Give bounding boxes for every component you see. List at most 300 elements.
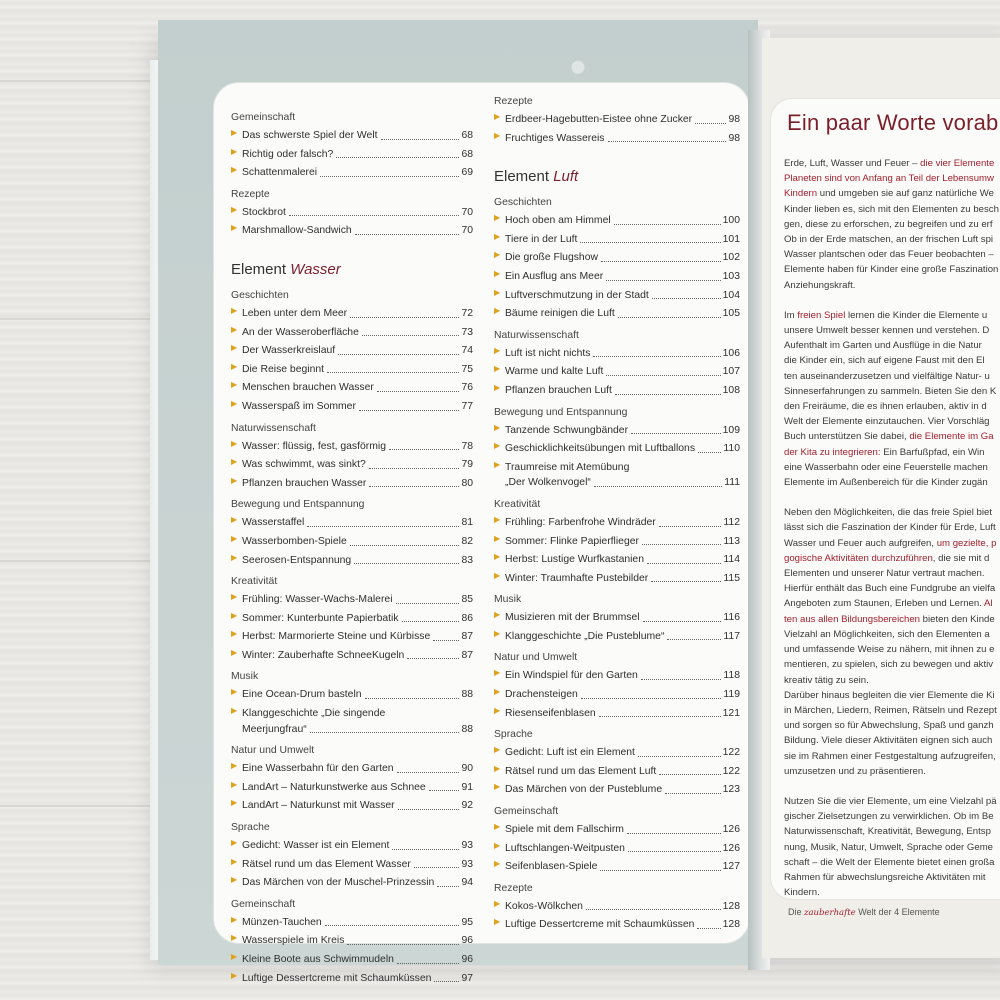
toc-entry-title: Rätsel rund um das Element Wasser: [242, 858, 411, 870]
dot-leader: [362, 335, 460, 336]
toc-entry-title: Das Märchen von der Pusteblume: [505, 784, 663, 796]
toc-entry-page: 126: [722, 842, 740, 854]
dot-leader: [698, 452, 721, 453]
intro-paragraph: [784, 794, 1000, 900]
toc-column-right: [494, 96, 740, 933]
toc-entry[interactable]: [494, 703, 740, 722]
bullet-triangle-icon: ▶: [231, 647, 238, 657]
dot-leader: [594, 486, 722, 487]
dot-leader: [350, 317, 459, 318]
toc-entry-title: Musizieren mit der Brummsel: [505, 612, 640, 624]
toc-group-heading: Geschichten: [494, 197, 552, 209]
toc-group-heading: Gemeinschaft: [494, 806, 559, 818]
dot-leader: [354, 563, 459, 564]
bullet-triangle-icon: ▶: [494, 917, 501, 927]
toc-entry-page: 108: [722, 384, 740, 396]
footer-prefix: Die: [788, 907, 805, 917]
bullet-triangle-icon: ▶: [231, 204, 238, 214]
toc-entry[interactable]: [494, 229, 740, 248]
toc-group-heading: Bewegung und Entspannung: [231, 499, 365, 511]
toc-entry-page: 122: [722, 765, 740, 777]
toc-entry-page: 86: [461, 612, 473, 624]
toc-section-title: [494, 168, 740, 185]
toc-entry-page: 82: [461, 535, 473, 547]
toc-entry-page: 98: [728, 114, 740, 125]
toc-entry-title: Rätsel rund um das Element Luft: [505, 765, 657, 777]
toc-entry-title: Leben unter dem Meer: [242, 307, 348, 319]
bullet-triangle-icon: ▶: [494, 441, 501, 451]
dot-leader: [665, 793, 721, 794]
bullet-triangle-icon: ▶: [494, 459, 501, 469]
bullet-triangle-icon: ▶: [231, 552, 238, 562]
bullet-triangle-icon: ▶: [494, 763, 501, 773]
toc-group-heading: Sprache: [494, 729, 533, 741]
text-run: und umgeben sie auf ganz natürliche We Kinder lieben es, sich mit den Elementen zu besch gen, diese zu erforschen, zu begreifen und zu erf Ob in der Erde matschen, an der frischen Luft spi Wasser plantschen oder das Feuer beobachten – Elemente haben für Kinder eine große Faszination Anziehungskraft.: [784, 188, 999, 291]
bullet-triangle-icon: ▶: [231, 533, 238, 543]
bullet-triangle-icon: ▶: [231, 838, 238, 848]
toc-entry[interactable]: [231, 473, 473, 492]
toc-entry[interactable]: [231, 202, 473, 221]
toc-group-heading: Gemeinschaft: [231, 112, 296, 123]
toc-entry[interactable]: [494, 285, 740, 304]
bullet-triangle-icon: ▶: [494, 552, 501, 562]
dot-leader: [614, 224, 721, 225]
toc-entry-page: 128: [722, 900, 740, 912]
toc-entry[interactable]: [494, 779, 740, 798]
toc-entry-page: 73: [461, 326, 473, 338]
highlighted-phrase: Planeten sind von Anfang an Teil der Lebensumw: [784, 173, 994, 185]
toc-entry-page: 80: [461, 477, 473, 489]
dot-leader: [627, 833, 721, 834]
dot-leader: [593, 356, 720, 357]
toc-group-heading: Kreativität: [494, 498, 541, 510]
toc-group-heading: Kreativität: [231, 576, 278, 588]
toc-entry[interactable]: [494, 838, 740, 857]
dot-leader: [642, 544, 721, 545]
toc-entry-page: 96: [461, 935, 473, 947]
toc-entry-title: Das Märchen von der Muschel-Prinzessin: [242, 877, 435, 889]
highlighted-phrase: freien Spiel: [797, 309, 846, 321]
toc-entry[interactable]: [231, 684, 473, 703]
dot-leader: [601, 261, 721, 262]
toc-entry-page: 101: [722, 233, 740, 245]
toc-entry-title: Seerosen-Entspannung: [242, 554, 352, 566]
toc-entry[interactable]: [231, 377, 473, 396]
toc-entry-title: Luftige Dessertcreme mit Schaumküssen: [242, 972, 432, 984]
toc-entry[interactable]: [231, 854, 473, 873]
bullet-triangle-icon: ▶: [231, 798, 238, 808]
dot-leader: [338, 354, 459, 355]
toc-entry-title: Klanggeschichte „Die singende: [242, 708, 386, 720]
toc-entry-title: Tiere in der Luft: [505, 233, 578, 245]
bullet-triangle-icon: ▶: [231, 610, 238, 620]
toc-entry-page: 110: [723, 443, 740, 455]
toc-entry-page: 92: [461, 800, 473, 812]
toc-entry[interactable]: [231, 835, 473, 854]
bullet-triangle-icon: ▶: [494, 268, 501, 278]
toc-entry[interactable]: [231, 550, 473, 569]
toc-entry[interactable]: [231, 340, 473, 359]
toc-entry[interactable]: [494, 361, 740, 380]
toc-entry-title: Frühling: Farbenfrohe Windräder: [505, 516, 656, 528]
dot-leader: [580, 242, 720, 243]
bullet-triangle-icon: ▶: [231, 128, 238, 137]
toc-entry-title: Pflanzen brauchen Wasser: [242, 477, 367, 489]
bullet-triangle-icon: ▶: [231, 380, 238, 390]
toc-entry[interactable]: [494, 420, 740, 439]
toc-entry[interactable]: [494, 896, 740, 915]
dot-leader: [377, 391, 460, 392]
toc-entry[interactable]: [494, 531, 740, 550]
dot-leader: [659, 774, 720, 775]
toc-entry-page: 93: [461, 840, 473, 852]
dot-leader: [327, 372, 459, 373]
toc-entry-page: 94: [461, 877, 473, 889]
toc-entry-title: Eine Ocean-Drum basteln: [242, 689, 362, 701]
toc-group-heading: Natur und Umwelt: [231, 745, 315, 757]
toc-entry-title: Stockbrot: [242, 206, 286, 218]
toc-entry-title: LandArt – Naturkunstwerke aus Schnee: [242, 781, 426, 793]
toc-entry[interactable]: [231, 531, 473, 550]
toc-entry[interactable]: [231, 512, 473, 531]
toc-entry-page: 123: [722, 784, 740, 796]
text-run: Ein Barfußpfad, ein Win eine Wasserbahn oder eine Feuerstelle machen Elemente im Außenbereich für die Kinder zugän: [784, 446, 988, 489]
bullet-triangle-icon: ▶: [494, 422, 501, 432]
toc-entry[interactable]: [231, 162, 473, 181]
toc-entry[interactable]: [494, 109, 740, 128]
toc-entry-title: Gedicht: Luft ist ein Element: [505, 747, 635, 759]
bullet-triangle-icon: ▶: [494, 213, 501, 223]
bullet-triangle-icon: ▶: [494, 859, 501, 869]
toc-entry-page: 69: [461, 167, 473, 179]
toc-entry-title: Luftschlangen-Weitpusten: [505, 842, 625, 854]
page-footer: [788, 907, 940, 918]
toc-entry-page: 90: [461, 763, 473, 775]
dot-leader: [659, 526, 722, 527]
toc-entry-page: 95: [461, 916, 473, 928]
bullet-triangle-icon: ▶: [494, 610, 501, 620]
toc-entry-page: 88: [461, 723, 473, 735]
bullet-triangle-icon: ▶: [494, 382, 501, 392]
toc-entry-page: 68: [461, 130, 473, 141]
toc-entry-page: 72: [461, 307, 473, 319]
bullet-triangle-icon: ▶: [231, 592, 238, 602]
toc-group-heading: Musik: [494, 594, 522, 606]
bullet-triangle-icon: ▶: [494, 287, 501, 297]
section-prefix: Element: [231, 260, 291, 278]
toc-entry-title: Traumreise mit Atemübung: [505, 461, 630, 473]
toc-entry-page: 106: [722, 347, 740, 359]
toc-entry-page: 74: [461, 345, 473, 357]
dot-leader: [307, 526, 459, 527]
toc-entry-page: 113: [723, 535, 740, 547]
toc-entry[interactable]: [231, 703, 473, 722]
bullet-triangle-icon: ▶: [231, 761, 238, 771]
dot-leader: [643, 621, 722, 622]
toc-entry[interactable]: [494, 914, 740, 933]
toc-entry-title: Wasserspiele im Kreis: [242, 935, 345, 947]
toc-entry-page: 76: [461, 382, 473, 394]
bullet-triangle-icon: ▶: [494, 112, 501, 121]
dot-leader: [350, 545, 460, 546]
toc-entry-page: 128: [722, 919, 740, 931]
toc-entry-title: Tanzende Schwungbänder: [505, 424, 629, 436]
toc-entry[interactable]: [231, 454, 473, 473]
dot-leader: [336, 157, 459, 158]
bullet-triangle-icon: ▶: [231, 146, 238, 156]
bullet-triangle-icon: ▶: [494, 782, 501, 792]
toc-entry[interactable]: [231, 589, 473, 608]
bullet-triangle-icon: ▶: [494, 570, 501, 580]
bullet-triangle-icon: ▶: [494, 898, 501, 908]
dot-leader: [638, 756, 721, 757]
text-run: bieten den Kinde Vielzahl an Möglichkeiten, sich den Elementen a und umfassende Weise zu nähern, mit ihnen zu e mentieren, zu spielen, sich zu bewegen und aktiv kreativ tätig zu sein. Darüber hinaus begleiten die vier Elemente die Ki in Märchen, Liedern, Reimen, Rätseln und Rezept und sorgen so für Abwechslung, Spaß und ganzh Bildung. Viele dieser Aktivitäten eignen sich auch sie im Rahmen einer Festgestaltung aufzugreifen, umzusetzen und zu präsentieren.: [784, 613, 997, 777]
toc-entry[interactable]: [231, 968, 473, 987]
toc-entry[interactable]: [231, 949, 473, 968]
section-element-name: Luft: [553, 168, 579, 186]
dot-leader: [628, 851, 721, 852]
dot-leader: [389, 449, 459, 450]
toc-entry-title: Luftige Dessertcreme mit Schaumküssen: [505, 919, 695, 931]
toc-entry[interactable]: [231, 626, 473, 645]
toc-entry[interactable]: [494, 626, 740, 645]
toc-entry-title: Warme und kalte Luft: [505, 366, 604, 378]
toc-entry-title: Kokos-Wölkchen: [505, 900, 583, 912]
toc-entry-page: 87: [461, 631, 473, 643]
bullet-triangle-icon: ▶: [231, 361, 238, 371]
toc-entry[interactable]: [231, 795, 473, 814]
toc-entry-page: 87: [461, 649, 473, 661]
dot-leader: [600, 870, 720, 871]
text-run: Neben den Möglichkeiten, die das freie Spiel biet lässt sich die Faszination der Kinder für Erde, Luft Wasser und Feuer auch aufgreifen,: [784, 507, 996, 549]
highlighted-phrase: die Elemente im Ga: [909, 431, 994, 443]
text-run: lernen die Kinder die Elemente u unsere Umwelt besser kennen und verstehen. D Aufenthalt im Garten und Ausflüge in die Natur die Kinder ein, sich auf eigene Faust mit den El ten auseinanderzusetzen und vielfältige Natur- u Sinneserfahrungen zu sammeln. Bieten Sie den K den Freiräume, die es ihnen erlauben, aktiv in d Welt der Elemente einzutauchen. Vier Vorschläg Buch unterstützen Sie dabei,: [784, 309, 997, 443]
dot-leader: [652, 298, 721, 299]
toc-entry-title: Marshmallow-Sandwich: [242, 225, 352, 237]
toc-group-heading: Rezepte: [494, 96, 533, 107]
toc-entry[interactable]: [494, 568, 740, 587]
toc-entry-title: Riesenseifenblasen: [505, 707, 596, 719]
toc-entry[interactable]: [494, 438, 740, 457]
bullet-triangle-icon: ▶: [231, 970, 238, 980]
highlighted-phrase: die vier Elemente: [920, 158, 995, 169]
toc-entry-title: Bäume reinigen die Luft: [505, 308, 615, 320]
dot-leader: [414, 867, 460, 868]
text-run: Im: [784, 309, 798, 321]
toc-entry[interactable]: [231, 220, 473, 239]
dot-leader: [359, 410, 460, 411]
toc-entry[interactable]: [231, 125, 473, 144]
toc-entry[interactable]: [231, 912, 473, 931]
toc-entry-title: An der Wasseroberfläche: [242, 326, 359, 338]
toc-entry-page: 93: [461, 858, 473, 870]
toc-entry-title: Pflanzen brauchen Luft: [505, 384, 612, 396]
dot-leader: [695, 123, 726, 124]
text-run: , die sie mit d Elementen und unserer Natur vertraut machen. Hierfür enthält das Buch eine Fundgrube an vielfa Angeboten zum Staunen, Erleben und Lernen.: [784, 552, 996, 610]
toc-entry[interactable]: [231, 303, 473, 322]
bullet-triangle-icon: ▶: [231, 706, 238, 716]
toc-entry[interactable]: [231, 436, 473, 455]
toc-entry-page: 114: [723, 554, 740, 566]
highlighted-phrase: um gezielte, p: [936, 537, 997, 549]
toc-entry-page: 81: [461, 517, 473, 529]
toc-entry[interactable]: [231, 322, 473, 341]
toc-entry-title: Meerjungfrau“: [242, 723, 307, 735]
toc-entry[interactable]: [494, 512, 740, 531]
toc-entry[interactable]: [494, 266, 740, 285]
toc-group-heading: Naturwissenschaft: [494, 329, 579, 341]
toc-entry[interactable]: [231, 144, 473, 163]
toc-entry[interactable]: [494, 607, 740, 626]
toc-entry-page: 107: [722, 366, 740, 378]
toc-entry-page: 83: [461, 554, 473, 566]
toc-entry-title: Spiele mit dem Fallschirm: [505, 824, 624, 836]
toc-entry-page: 109: [722, 424, 740, 436]
toc-entry[interactable]: [231, 872, 473, 891]
bullet-triangle-icon: ▶: [231, 629, 238, 639]
toc-entry[interactable]: [231, 396, 473, 415]
bullet-triangle-icon: ▶: [494, 306, 501, 316]
toc-entry-page: 98: [728, 132, 740, 144]
highlighted-phrase: gogische Aktivitäten durchzuführen: [784, 552, 933, 564]
dot-leader: [355, 234, 460, 235]
bullet-triangle-icon: ▶: [494, 840, 501, 850]
bullet-triangle-icon: ▶: [231, 687, 238, 697]
toc-entry-page: 127: [722, 861, 740, 873]
toc-entry-page: 75: [461, 363, 473, 375]
toc-entry-page: 116: [723, 612, 740, 624]
toc-entry[interactable]: [494, 343, 740, 362]
bullet-triangle-icon: ▶: [494, 628, 501, 638]
dot-leader: [581, 698, 722, 699]
toc-group-heading: Natur und Umwelt: [494, 652, 578, 664]
toc-entry[interactable]: [494, 684, 740, 703]
toc-entry[interactable]: [231, 359, 473, 378]
toc-entry[interactable]: [231, 758, 473, 777]
section-prefix: Element: [494, 168, 554, 186]
toc-entry-title: Seifenblasen-Spiele: [505, 861, 598, 873]
toc-entry[interactable]: [494, 761, 740, 780]
toc-entry[interactable]: [231, 777, 473, 796]
dot-leader: [433, 640, 459, 641]
toc-entry[interactable]: [231, 930, 473, 949]
dot-leader: [369, 468, 460, 469]
toc-entry-page: 79: [461, 459, 473, 471]
dot-leader: [320, 176, 459, 177]
bullet-triangle-icon: ▶: [494, 130, 501, 140]
toc-entry-title: Sommer: Kunterbunte Papierbatik: [242, 612, 399, 624]
bullet-triangle-icon: ▶: [494, 231, 501, 241]
toc-entry-title: Ein Ausflug ans Meer: [505, 270, 604, 282]
toc-group-heading: Sprache: [231, 822, 270, 834]
toc-entry-continued: [494, 475, 740, 491]
toc-entry-title: Münzen-Tauchen: [242, 916, 322, 928]
toc-entry-title: Herbst: Lustige Wurfkastanien: [505, 554, 644, 566]
toc-entry-page: 70: [461, 206, 473, 218]
dot-leader: [429, 790, 460, 791]
toc-entry-page: 112: [723, 516, 740, 528]
dot-leader: [615, 394, 721, 395]
bullet-triangle-icon: ▶: [494, 822, 501, 832]
toc-entry-title: „Der Wolkenvogel“: [505, 477, 591, 489]
toc-group-heading: Rezepte: [494, 882, 533, 894]
toc-entry[interactable]: [494, 128, 740, 147]
bullet-triangle-icon: ▶: [494, 687, 501, 697]
bullet-triangle-icon: ▶: [494, 250, 501, 260]
bullet-triangle-icon: ▶: [231, 324, 238, 334]
toc-entry-page: 104: [722, 289, 740, 301]
toc-entry-page: 126: [722, 824, 740, 836]
dot-leader: [365, 698, 460, 699]
toc-entry-title: Drachensteigen: [505, 689, 578, 701]
toc-entry-page: 115: [723, 572, 740, 584]
toc-entry-title: Eine Wasserbahn für den Garten: [242, 763, 394, 775]
toc-entry-page: 105: [722, 308, 740, 320]
dot-leader: [407, 658, 459, 659]
dot-leader: [402, 621, 460, 622]
dot-leader: [608, 141, 727, 142]
toc-entry-title: Herbst: Marmorierte Steine und Kürbisse: [242, 631, 431, 643]
toc-entry-page: 70: [461, 225, 473, 237]
toc-entry-page: 77: [461, 400, 473, 412]
toc-entry-page: 100: [722, 215, 740, 227]
dot-leader: [586, 909, 721, 910]
toc-entry[interactable]: [494, 549, 740, 568]
bullet-triangle-icon: ▶: [231, 779, 238, 789]
bullet-triangle-icon: ▶: [231, 223, 238, 233]
bullet-triangle-icon: ▶: [231, 914, 238, 924]
toc-entry[interactable]: [494, 819, 740, 838]
bullet-triangle-icon: ▶: [231, 933, 238, 943]
toc-entry[interactable]: [494, 742, 740, 761]
toc-entry-page: 119: [723, 689, 740, 701]
dot-leader: [618, 317, 721, 318]
toc-group-heading: Geschichten: [231, 289, 289, 301]
toc-entry-page: 111: [724, 477, 740, 489]
toc-entry[interactable]: [494, 380, 740, 399]
toc-entry[interactable]: [231, 645, 473, 664]
toc-entry-title: Wasser: flüssig, fest, gasförmig: [242, 440, 386, 452]
toc-entry-title: Luft ist nicht nichts: [505, 347, 591, 359]
bullet-triangle-icon: ▶: [231, 305, 238, 315]
toc-entry-title: Erdbeer-Hagebutten-Eistee ohne Zucker: [505, 114, 693, 125]
toc-entry-continued: [231, 722, 473, 738]
toc-entry-title: Winter: Traumhafte Pustebilder: [505, 572, 649, 584]
toc-entry[interactable]: [494, 665, 740, 684]
dot-leader: [606, 280, 720, 281]
dot-leader: [397, 963, 460, 964]
toc-entry-title: Wasserstaffel: [242, 517, 305, 529]
toc-entry[interactable]: [494, 856, 740, 875]
toc-group-heading: Bewegung und Entspannung: [494, 406, 628, 418]
toc-entry[interactable]: [494, 457, 740, 476]
toc-group-heading: Naturwissenschaft: [231, 422, 316, 434]
intro-paragraph: [784, 505, 1000, 779]
bullet-triangle-icon: ▶: [494, 514, 501, 524]
toc-entry[interactable]: [231, 608, 473, 627]
toc-entry[interactable]: [494, 303, 740, 322]
toc-entry-page: 91: [461, 781, 473, 793]
toc-entry[interactable]: [494, 210, 740, 229]
bullet-triangle-icon: ▶: [231, 475, 238, 485]
toc-entry[interactable]: [494, 247, 740, 266]
dot-leader: [599, 716, 721, 717]
intro-title: Ein paar Worte vorab: [787, 110, 999, 135]
toc-entry-title: Hoch oben am Himmel: [505, 215, 611, 227]
bullet-triangle-icon: ▶: [494, 745, 501, 755]
bullet-triangle-icon: ▶: [231, 457, 238, 467]
toc-entry-title: Gedicht: Wasser ist ein Element: [242, 840, 390, 852]
